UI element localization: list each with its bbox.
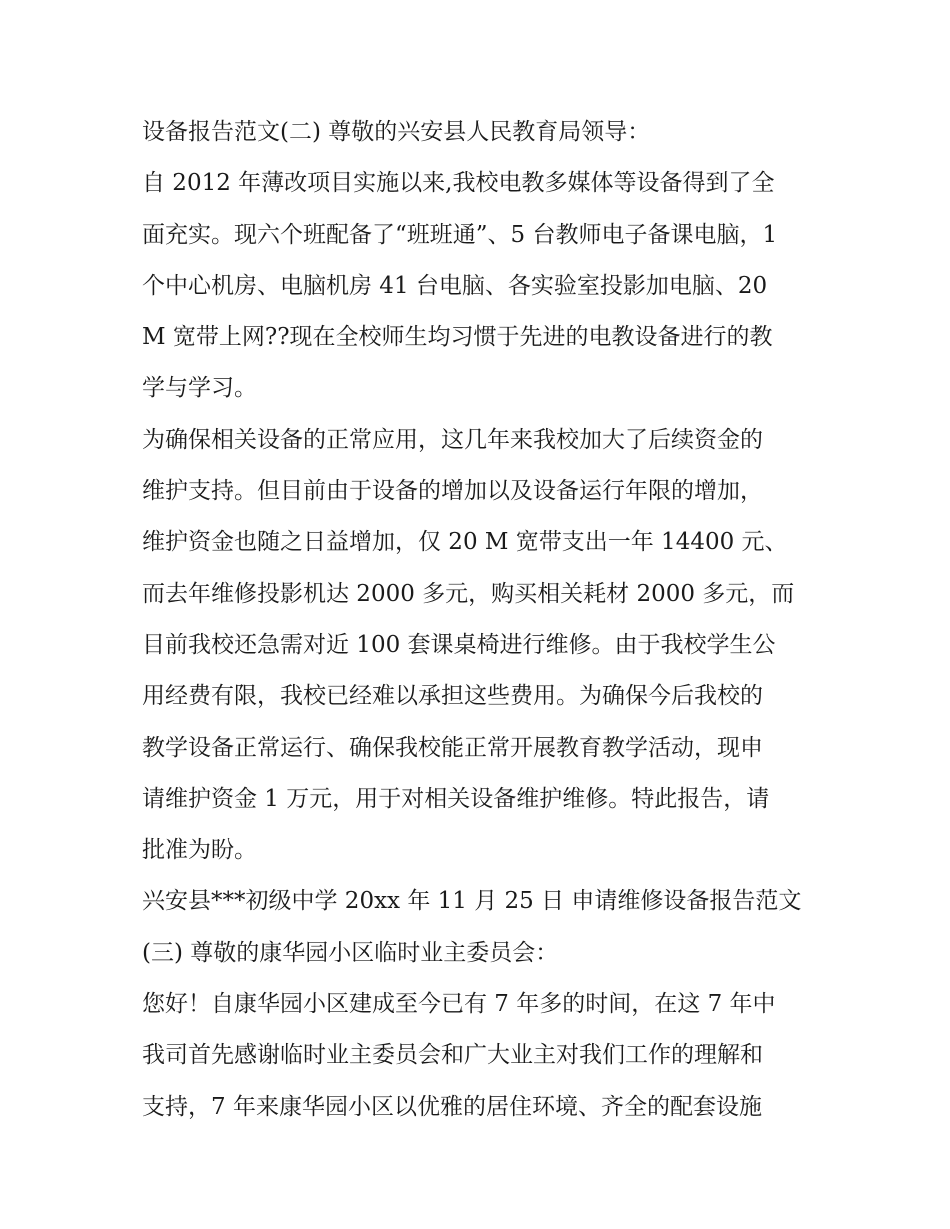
text-line: (三) 尊敬的康华园小区临时业主委员会：	[142, 939, 559, 966]
document-body	[142, 107, 822, 1133]
text-line: 支持，7 年来康华园小区以优雅的居住环境、齐全的配套设施	[142, 1093, 762, 1120]
text-line: 而去年维修投影机达 2000 多元，购买相关耗材 2000 多元，而	[142, 580, 795, 607]
text-line: 个中心机房、电脑机房 41 台电脑、各实验室投影加电脑、20	[142, 272, 768, 299]
text-line: 批准为盼。	[142, 837, 257, 864]
text-line: 您好！自康华园小区建成至今已有 7 年多的时间，在这 7 年中	[142, 991, 776, 1018]
text-line: 维护支持。但目前由于设备的增加以及设备运行年限的增加，	[142, 478, 763, 505]
text-line: 教学设备正常运行、确保我校能正常开展教育教学活动，现申	[142, 734, 763, 761]
text-line: 面充实。现六个班配备了“班班通”、5 台教师电子备课电脑，1	[142, 221, 778, 248]
text-line: 我司首先感谢临时业主委员会和广大业主对我们工作的理解和	[142, 1042, 763, 1069]
text-line: M 宽带上网??现在全校师生均习惯于先进的电教设备进行的教	[142, 324, 773, 351]
text-line: 学与学习。	[142, 375, 257, 402]
text-line: 兴安县***初级中学 20xx 年 11 月 25 日 申请维修设备报告范文	[142, 888, 802, 915]
text-line: 请维护资金 1 万元，用于对相关设备维护维修。特此报告，请	[142, 785, 770, 812]
text-line: 自 2012 年薄改项目实施以来,我校电教多媒体等设备得到了全	[142, 170, 775, 197]
text-line: 用经费有限，我校已经难以承担这些费用。为确保今后我校的	[142, 683, 763, 710]
text-line: 目前我校还急需对近 100 套课桌椅进行维修。由于我校学生公	[142, 631, 776, 658]
text-line: 设备报告范文(二) 尊敬的兴安县人民教育局领导：	[142, 119, 651, 145]
text-line: 为确保相关设备的正常应用，这几年来我校加大了后续资金的	[142, 426, 763, 453]
text-line: 维护资金也随之日益增加，仅 20 M 宽带支出一年 14400 元、	[142, 529, 788, 556]
